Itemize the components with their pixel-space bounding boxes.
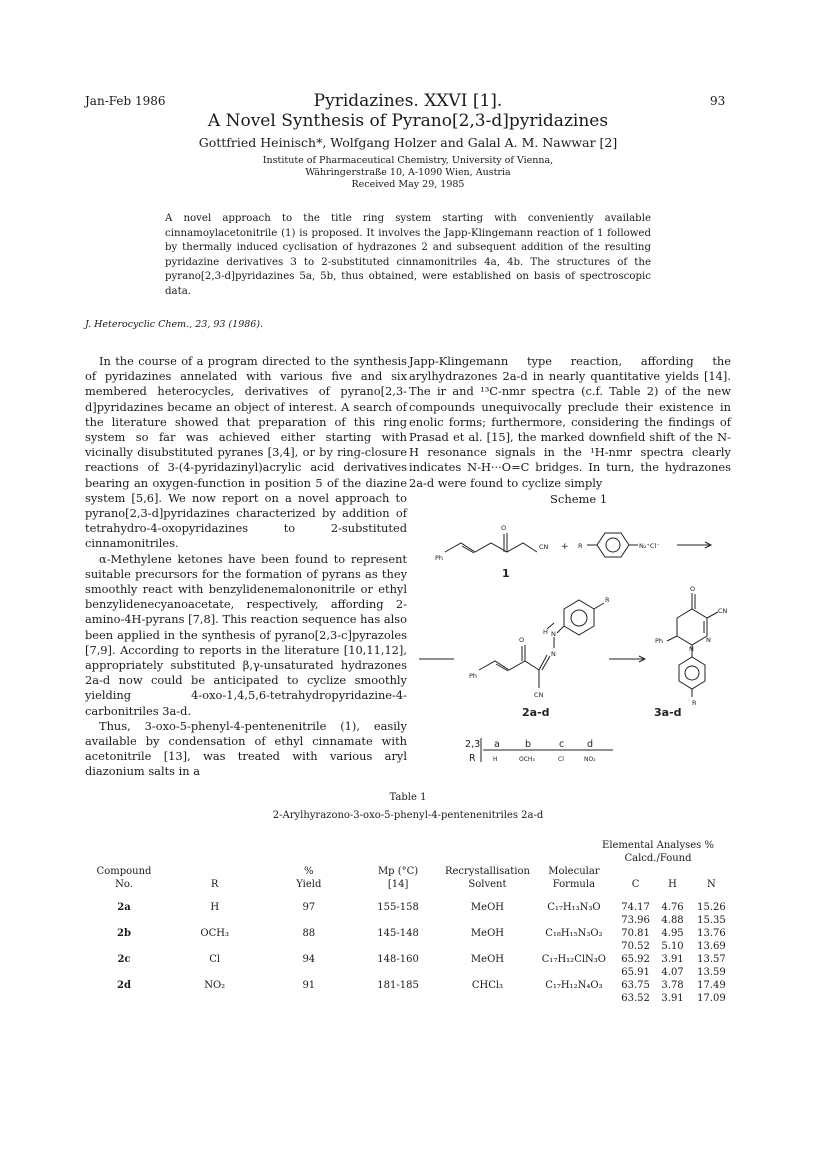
- r-label: R: [578, 542, 583, 550]
- body-paragraph: Thus, 3-oxo-5-phenyl-4-pentenenitrile (1), easily available by condensation of ethyl cinnamate with acetonitrile [13], was treated with various aryl diazonium salts in a: [85, 718, 407, 779]
- table-subtitle: 2-Arylhyrazono-3-oxo-5-phenyl-4-pentenenitriles 2a-d: [272, 810, 544, 821]
- table-row: 2a H 97 155-158 MeOH C₁₇H₁₃N₃O 74.17 4.76 15.26: [117, 902, 726, 913]
- table-caption: Table 1: [389, 792, 427, 803]
- col-yield: %: [304, 866, 314, 877]
- col-c: C: [631, 879, 640, 890]
- col-r: [163, 865, 266, 878]
- body-paragraph: α-Methylene ketones have been found to represent suitable precursors for the formation of pyrans as they smoothly react with benzylidenemalononitrile or ethyl benzylidenecyanoacetate, respectively, affording 2-amino-4H-pyrans [7,8]. This reaction sequence has also been applied in the synthesis of pyrano[2,3-c]pyrazoles [7,9]. According to reports in the literature [10,11,12], appropriately substituted β,γ-unsaturated hydrazones 2a-d now could be anticipated to cyclize smoothly yielding 4-oxo-1,4,5,6-tetrahydropyridazine-4-carbonitriles 3a-d.: [85, 551, 407, 718]
- col-n: N: [707, 879, 716, 890]
- reaction-scheme: [409, 505, 739, 775]
- key-r-d: NO₂: [584, 756, 596, 763]
- oxygen-label: O: [501, 524, 507, 532]
- body-paragraph: In the course of a program directed to the synthesis of pyridazines annelated with various five and six membered heterocycles, derivatives of pyrano[2,3-d]pyridazines became an object of interest. A search of the literature showed that preparation of this ring system so far was achieved either starting with vicinally disubstituted pyranes [3,4], or by ring-closure reactions of 3-(4-pyridazinyl)acrylic acid derivatives bearing an oxygen-function in position 5 of the diazine system [5,6]. We now report on a novel approach to pyrano[2,3-d]pyridazines characterized by addition of tetrahydro-4-oxopyridazines to 2-substituted cinnamonitriles.: [85, 354, 407, 551]
- col-formula: Molecular: [548, 866, 600, 877]
- col-compound: Compound: [96, 866, 152, 877]
- cn-label: CN: [534, 691, 544, 699]
- header-row: [85, 865, 731, 878]
- h-label: H: [543, 628, 548, 636]
- key-r-a: H: [493, 756, 498, 763]
- right-column: [409, 354, 731, 491]
- affiliation: [0, 155, 816, 191]
- running-header-date: Jan-Feb 1986: [85, 94, 166, 108]
- key-col-b: b: [525, 739, 532, 750]
- received-date: Received May 29, 1985: [351, 179, 465, 190]
- ph-label: Ph: [469, 672, 478, 680]
- key-col-c: c: [559, 739, 565, 750]
- oxygen-label: O: [519, 636, 525, 644]
- n-label: N: [551, 630, 556, 638]
- key-r-b: OCH₃: [519, 756, 535, 763]
- ph-label: Ph: [655, 637, 664, 645]
- key-col-a: a: [494, 739, 500, 750]
- col-mp: Mp (°C): [377, 866, 419, 877]
- table-row-found: 65.91 4.07 13.59: [621, 967, 726, 978]
- diazonium-label: N₂⁺Cl⁻: [639, 542, 660, 550]
- header-row: No. R Yield [14] Solvent Formula C H N: [85, 878, 731, 891]
- ea-header-line2: Calcd./Found: [624, 853, 692, 864]
- cn-label: CN: [718, 607, 728, 615]
- affiliation-line1: Institute of Pharmaceutical Chemistry, University of Vienna,: [262, 155, 554, 166]
- r-label: R: [605, 596, 610, 604]
- key-r-c: Cl: [558, 756, 564, 763]
- table-row-found: 63.52 3.91 17.09: [621, 993, 726, 1004]
- scheme-label: Scheme 1: [550, 492, 608, 506]
- table-row: 2d NO₂ 91 181-185 CHCl₃ C₁₇H₁₂N₄O₃ 63.75 3.78 17.49: [117, 980, 726, 991]
- oxygen-label: O: [690, 585, 696, 593]
- col-h: H: [668, 879, 677, 890]
- compound-number-2: 2a-d: [522, 706, 550, 719]
- authors: Gottfried Heinisch*, Wolfgang Holzer and Galal A. M. Nawwar [2]: [198, 135, 618, 150]
- table-row: 2b OCH₃ 88 145-148 MeOH C₁₈H₁₅N₃O₂ 70.81 4.95 13.76: [117, 928, 726, 939]
- body-paragraph: Japp-Klingemann type reaction, affording the arylhydrazones 2a-d in nearly quantitative yields [14]. The ir and ¹³C-nmr spectra (c.f. Table 2) of the new compounds unequivocally preclude their existence in enolic forms; furthermore, considering the findings of Prasad et al. [15], the marked downfield shift of the N-H resonance signals in the ¹H-nmr spectra clearly indicates N-H···O=C bridges. In turn, the hydrazones 2a-d were found to cyclize simply: [409, 354, 731, 490]
- n-label: N: [706, 636, 711, 644]
- key-head: 2,3: [465, 739, 481, 750]
- cn-label: CN: [539, 543, 549, 551]
- key-r-label: R: [469, 753, 476, 764]
- left-column: [85, 354, 407, 780]
- key-col-d: d: [587, 739, 594, 750]
- ph-label: Ph: [435, 554, 444, 562]
- table-row: 2c Cl 94 148-160 MeOH C₁₇H₁₂ClN₃O 65.92 3.91 13.57: [117, 954, 726, 965]
- ea-header-line1: Elemental Analyses %: [602, 840, 714, 851]
- affiliation-line2: Währingerstraße 10, A-1090 Wien, Austria: [305, 167, 511, 178]
- n-label: N: [551, 650, 556, 658]
- plus-sign: +: [561, 542, 569, 552]
- paper-title-line1: Pyridazines. XXVI [1].: [313, 91, 503, 111]
- paper-title-line2: A Novel Synthesis of Pyrano[2,3-d]pyridazines: [207, 111, 609, 131]
- compound-number-3: 3a-d: [654, 706, 682, 719]
- journal-reference: J. Heterocyclic Chem., 23, 93 (1986).: [85, 319, 264, 330]
- table-row-found: 70.52 5.10 13.69: [621, 941, 726, 952]
- r-label: R: [692, 699, 697, 707]
- page-number: 93: [710, 94, 726, 108]
- abstract: A novel approach to the title ring system starting with conveniently available cinnamoylacetonitrile (1) is proposed. It involves the Japp-Klingemann reaction of 1 followed by thermally induced cyclisation of hydrazones 2 and subsequent addition of the resulting pyridazine derivatives 3 to 2-substituted cinnamonitriles 4a, 4b. The structures of the pyrano[2,3-d]pyridazines 5a, 5b, thus obtained, were established on basis of spectroscopic data.: [165, 213, 651, 297]
- data-table: [85, 865, 731, 1005]
- table-row-found: 73.96 4.88 15.35: [621, 915, 726, 926]
- col-solvent: Recrystallisation: [444, 866, 530, 877]
- compound-number-1: 1: [502, 567, 510, 580]
- n-label: N: [689, 645, 694, 653]
- ea-header: [585, 839, 731, 865]
